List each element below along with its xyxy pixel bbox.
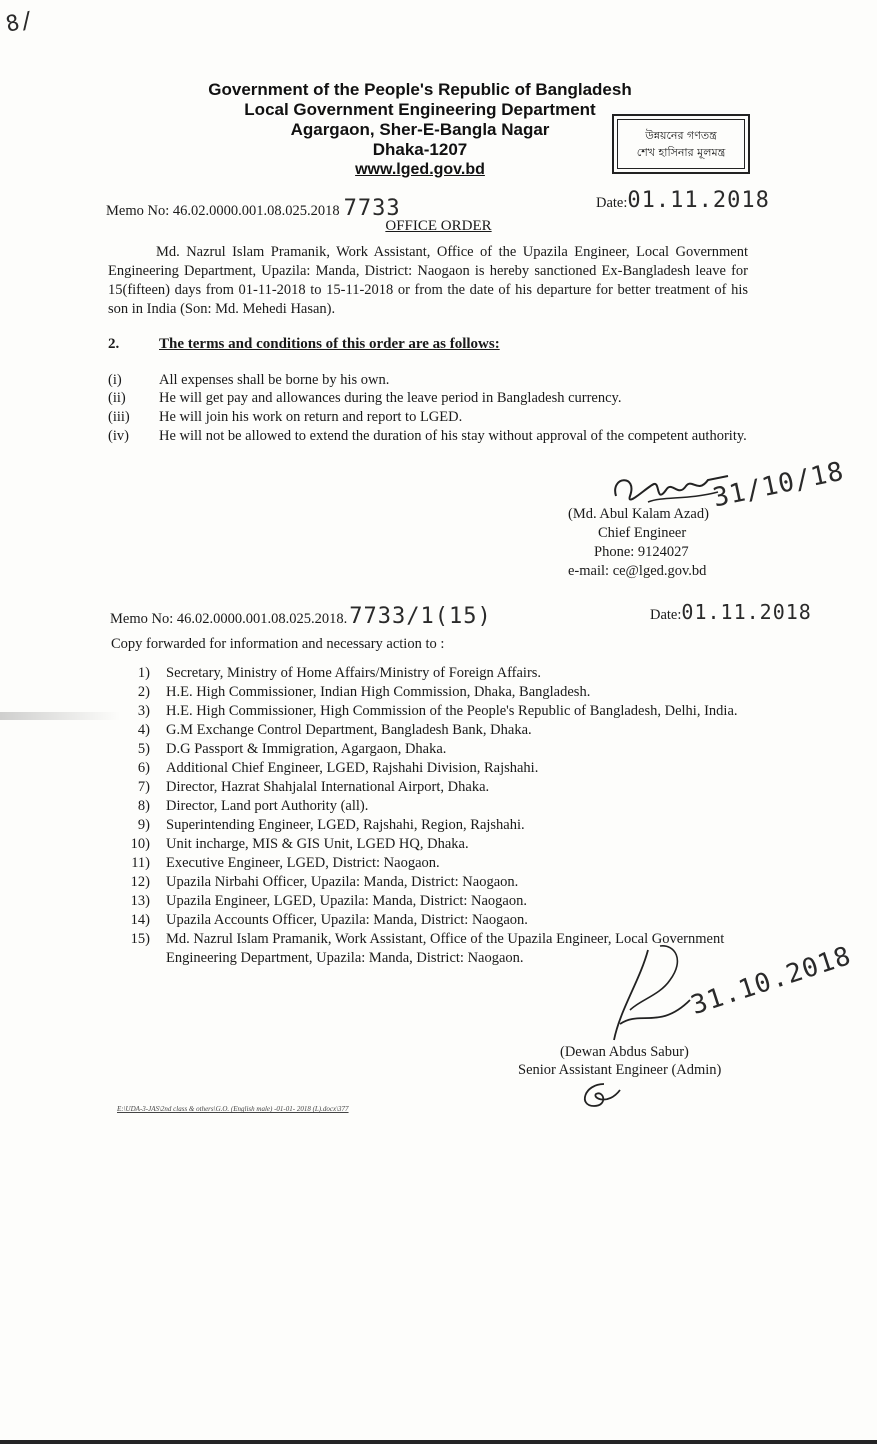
initial-scribble-icon [574,1080,624,1112]
list-text: Director, Land port Authority (all). [166,798,369,814]
list-text: H.E. High Commissioner, Indian High Commission, Dhaka, Bangladesh. [166,684,591,700]
term-num: (iii) [108,409,130,425]
slogan-line-2: শেখ হাসিনার মূলমন্ত্র [636,146,726,159]
term-item [108,408,750,427]
signatory-2-designation: Senior Assistant Engineer (Admin) [518,1062,722,1078]
list-item [128,892,758,911]
list-num: 9) [137,817,150,833]
list-item [128,702,758,721]
signatory-1-name: (Md. Abul Kalam Azad) [568,506,709,522]
list-item [128,683,758,702]
list-text: D.G Passport & Immigration, Agargaon, Dhaka. [166,741,447,757]
list-item [128,816,758,835]
list-text: Md. Nazrul Islam Pramanik, Work Assistant, Office of the Upazila Engineer, Local Government Engineering Department, Upazila: Manda, District: Naogaon. [166,931,725,966]
date-value-1: 01.11.2018 [627,188,770,213]
list-num: 10) [130,836,150,852]
term-text: He will join his work on return and report to LGED. [159,409,463,425]
list-item [128,873,758,892]
list-item [128,664,758,683]
list-num: 2) [137,684,150,700]
list-text: G.M Exchange Control Department, Bangladesh Bank, Dhaka. [166,722,532,738]
term-text: He will not be allowed to extend the duration of his stay without approval of the competent authority. [159,428,747,444]
date-label-2: Date: [650,607,682,623]
page-number: 8/ [3,7,37,38]
list-num: 11) [131,855,150,871]
header-city: Dhaka-1207 [372,140,468,159]
list-text: Upazila Engineer, LGED, Upazila: Manda, District: Naogaon. [166,893,527,909]
term-num: (ii) [108,390,126,406]
memo-handwritten-2: 7733/1(15) [349,604,492,629]
list-item [128,835,758,854]
term-text: All expenses shall be borne by his own. [159,372,390,388]
list-item [128,740,758,759]
list-num: 13) [130,893,150,909]
date-value-2: 01.11.2018 [681,600,812,624]
header-address: Agargaon, Sher-E-Bangla Nagar [290,120,550,139]
header-website: www.lged.gov.bd [355,161,485,178]
list-item [128,797,758,816]
list-num: 15) [130,931,150,947]
memo-handwritten-1: 7733 [343,196,401,221]
header-department: Local Government Engineering Department [244,100,596,119]
list-text: Upazila Nirbahi Officer, Upazila: Manda, District: Naogaon. [166,874,519,890]
letterhead [170,80,670,180]
list-num: 6) [137,760,150,776]
list-item [128,911,758,930]
memo-label-2: Memo No: 46.02.0000.001.08.025.2018. [110,611,348,627]
list-item [128,778,758,797]
term-item [108,389,750,408]
list-text: Additional Chief Engineer, LGED, Rajshahi Division, Rajshahi. [166,760,539,776]
memo-number-2 [110,604,492,629]
scan-edge [0,1440,877,1444]
list-text: Upazila Accounts Officer, Upazila: Manda, District: Naogaon. [166,912,528,928]
copy-list [128,664,758,968]
signatory-1-email: e-mail: ce@lged.gov.bd [568,563,707,579]
footer-file-path: E:\UDA-3-JAS\2nd class & others\G.O. (English male) -01-01- 2018 (L).docx\377 [117,1105,349,1113]
list-num: 14) [130,912,150,928]
term-num: (iv) [108,428,129,444]
signatory-1-phone: Phone: 9124027 [594,544,689,560]
terms-heading-text: The terms and conditions of this order are as follows: [159,336,500,352]
term-num: (i) [108,372,122,388]
list-num: 5) [137,741,150,757]
memo-date-1 [596,188,770,213]
list-num: 1) [137,665,150,681]
copy-intro: Copy forwarded for information and necessary action to : [111,636,445,652]
header-government: Government of the People's Republic of Bangladesh [208,80,632,99]
terms-heading [108,336,500,353]
list-text: Superintending Engineer, LGED, Rajshahi, Region, Rajshahi. [166,817,525,833]
list-num: 12) [130,874,150,890]
office-order-title: OFFICE ORDER [385,218,492,234]
scan-artifact [0,712,120,720]
order-paragraph: Md. Nazrul Islam Pramanik, Work Assistant, Office of the Upazila Engineer, Local Government Engineering Department, Upazila: Manda, District: Naogaon is hereby sanctioned Ex-Bangladesh leave for 15(fifteen) days from 01-11-2018 to 15-11-2018 or from the date of his departure for better treatment of his son in India (Son: Md. Mehedi Hasan). [108,244,748,317]
signatory-2-name: (Dewan Abdus Sabur) [560,1044,689,1060]
signature-2-date: 31.10.2018 [687,941,856,1021]
list-text: Unit incharge, MIS & GIS Unit, LGED HQ, Dhaka. [166,836,469,852]
memo-label-1: Memo No: 46.02.0000.001.08.025.2018 [106,203,340,219]
list-text: H.E. High Commissioner, High Commission of the People's Republic of Bangladesh, Delhi, India. [166,703,738,719]
signature-1-date: 31/10/18 [710,456,847,514]
list-num: 8) [137,798,150,814]
list-text: Director, Hazrat Shahjalal International Airport, Dhaka. [166,779,490,795]
memo-date-2 [650,600,812,624]
list-num: 3) [137,703,150,719]
date-label-1: Date: [596,195,628,211]
list-item [128,759,758,778]
slogan-box [612,114,750,174]
list-num: 4) [137,722,150,738]
term-item [108,427,750,446]
slogan-line-1: উন্নয়নের গণতন্ত্র [645,129,717,142]
term-text: He will get pay and allowances during the leave period in Bangladesh currency. [159,390,622,406]
signatory-1-designation: Chief Engineer [598,525,687,541]
list-num: 7) [137,779,150,795]
term-item [108,371,750,390]
list-item [128,721,758,740]
terms-number: 2. [108,336,120,352]
list-text: Executive Engineer, LGED, District: Naogaon. [166,855,440,871]
list-item [128,854,758,873]
list-text: Secretary, Ministry of Home Affairs/Ministry of Foreign Affairs. [166,665,542,681]
